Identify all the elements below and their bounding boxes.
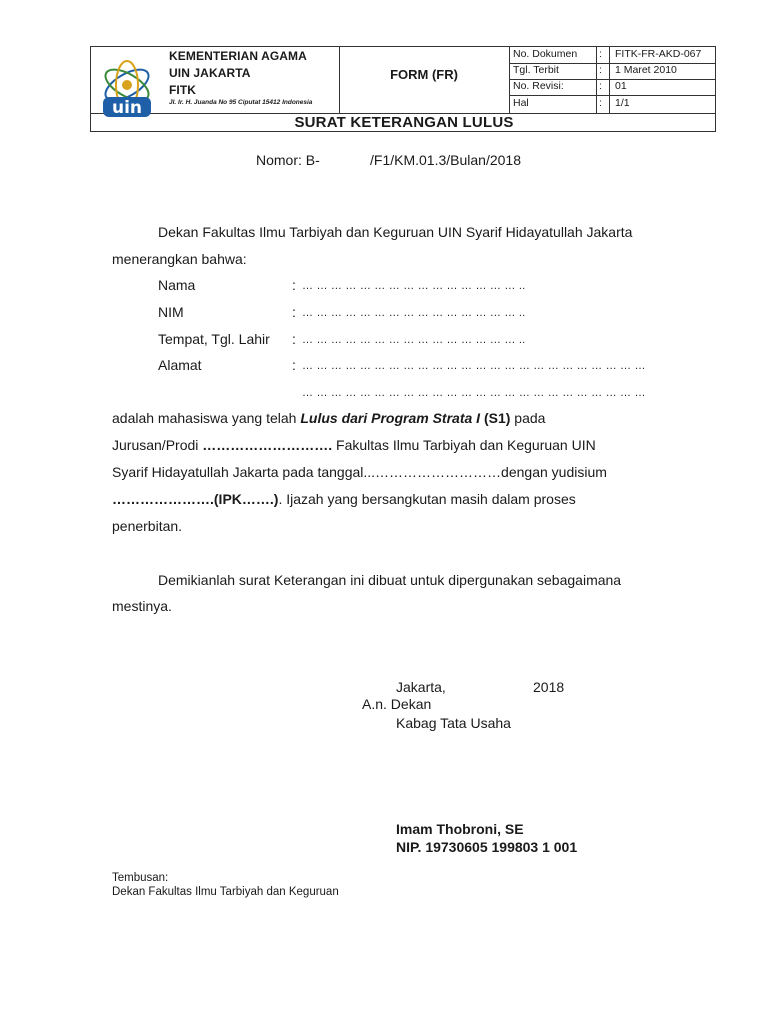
body-line-3: Syarif Hidayatullah Jakarta pada tanggal...………………………dengan yudisium: [112, 464, 607, 480]
form-label: FORM (FR): [390, 67, 458, 82]
signatory-name: Imam Thobroni, SE: [396, 821, 524, 837]
field-colon: :: [292, 304, 296, 320]
meta-colon: :: [599, 80, 602, 92]
field-label-name: Nama: [158, 277, 196, 293]
field-blank-birth: … … … … … … … … … … … … … … … ..: [302, 334, 526, 346]
field-colon: :: [292, 331, 296, 347]
tembusan-label: Tembusan:: [112, 872, 169, 884]
body-line-2: Jurusan/Prodi ………………………. Fakultas Ilmu Tarbiyah dan Keguruan UIN: [112, 437, 596, 453]
closing-line-1: Demikianlah surat Keterangan ini dibuat untuk dipergunakan sebagaimana: [158, 572, 622, 588]
document-title: SURAT KETERANGAN LULUS: [294, 114, 514, 131]
meta-key-page: Hal: [513, 97, 529, 109]
signature-place: Jakarta,: [396, 679, 446, 695]
field-label-nim: NIM: [158, 304, 184, 320]
body-line-5: penerbitan.: [112, 518, 183, 534]
meta-value-revision: 01: [615, 80, 627, 92]
meta-colon: :: [599, 48, 602, 60]
document-header: [90, 46, 716, 132]
institution-line-1: KEMENTERIAN AGAMA: [169, 49, 307, 63]
header-divider: [596, 47, 597, 113]
institution-address: Jl. Ir. H. Juanda No 95 Ciputat 15412 Indonesia: [169, 99, 313, 106]
header-divider: [509, 47, 510, 113]
field-blank-name: … … … … … … … … … … … … … … … ..: [302, 280, 526, 292]
institution-line-3: FITK: [169, 83, 197, 97]
intro-line-2: menerangkan bahwa:: [112, 251, 247, 267]
body-line-4: ………………….(IPK…….). Ijazah yang bersangkutan masih dalam proses: [112, 491, 576, 507]
field-blank-address-cont: … … … … … … … … … … … … … … … … … … … … … … … …: [302, 387, 646, 399]
letter-number-prefix: Nomor: B-: [256, 152, 320, 168]
closing-line-2: mestinya.: [112, 598, 172, 614]
body-line-1: adalah mahasiswa yang telah Lulus dari Program Strata I (S1) pada: [112, 410, 546, 426]
meta-key-revision: No. Revisi:: [513, 80, 564, 92]
meta-colon: :: [599, 97, 602, 109]
meta-value-issue-date: 1 Maret 2010: [615, 64, 677, 76]
field-blank-address: … … … … … … … … … … … … … … … … … … … … … … … …: [302, 360, 646, 372]
field-label-address: Alamat: [158, 357, 202, 373]
signature-an: A.n. Dekan: [362, 696, 432, 712]
meta-colon: :: [599, 64, 602, 76]
meta-key-issue-date: Tgl. Terbit: [513, 64, 559, 76]
uin-logo-icon: [97, 55, 157, 121]
signatory-nip: NIP. 19730605 199803 1 001: [396, 839, 578, 855]
header-divider: [509, 95, 715, 96]
signature-position: Kabag Tata Usaha: [396, 715, 511, 731]
signature-year: 2018: [533, 679, 565, 695]
meta-value-doc-number: FITK-FR-AKD-067: [615, 48, 702, 60]
letter-number-suffix: /F1/KM.01.3/Bulan/2018: [370, 152, 521, 168]
header-divider: [609, 47, 610, 113]
intro-line-1: Dekan Fakultas Ilmu Tarbiyah dan Keguruan UIN Syarif Hidayatullah Jakarta: [158, 224, 633, 240]
meta-value-page: 1/1: [615, 97, 630, 109]
institution-line-2: UIN JAKARTA: [169, 66, 251, 80]
field-blank-nim: … … … … … … … … … … … … … … … ..: [302, 307, 526, 319]
field-colon: :: [292, 357, 296, 373]
body-paragraph: [112, 405, 676, 540]
field-label-birth: Tempat, Tgl. Lahir: [158, 331, 270, 347]
meta-key-doc-number: No. Dokumen: [513, 48, 578, 60]
tembusan-item: Dekan Fakultas Ilmu Tarbiyah dan Keguruan: [112, 886, 339, 898]
field-colon: :: [292, 277, 296, 293]
logo-text: uin: [111, 98, 143, 118]
